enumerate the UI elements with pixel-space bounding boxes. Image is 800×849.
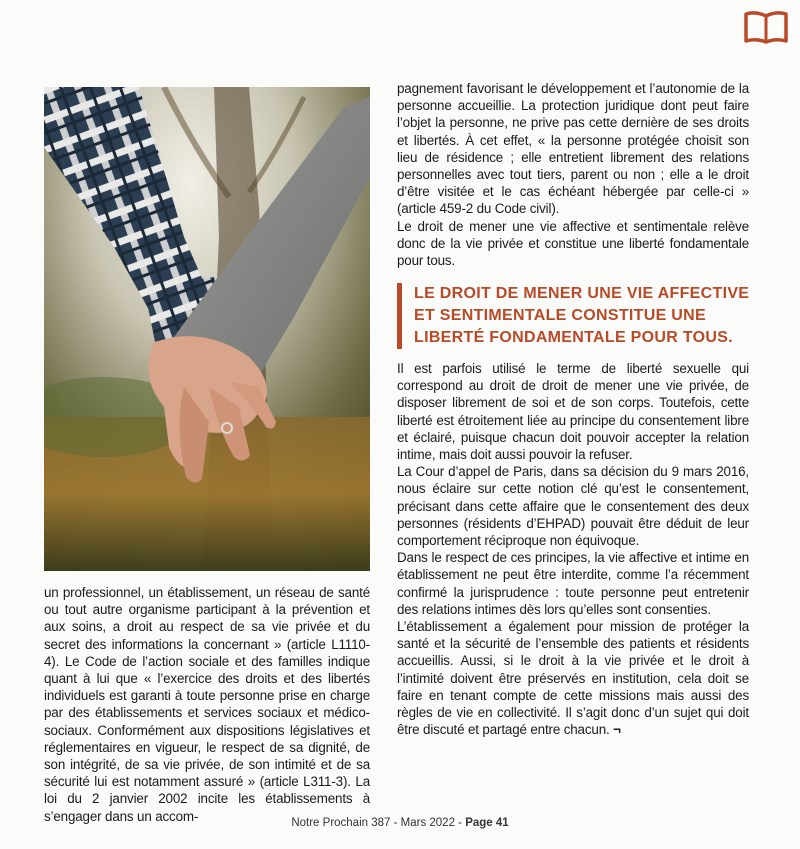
right-top-paragraph-1: pagnement favorisant le développement et l’autonomie de la personne accueillie. La protection juridique dont peut faire l’objet la personne, ne prive pas cette dernière de ses droits et libertés. À cet effet, « la personne protégée choisit son lieu de résidence ; elle entretient librement des relations personnelles avec tout tiers, parent ou non ; elle a le droit d’être visitée et le cas échéant hébergée par celle-ci » (article 459-2 du Code civil).: [397, 81, 749, 217]
right-bottom-paragraph-4-text: L’établissement a également pour mission de protéger la santé et la sécurité de l’ensemble des patients et résidents accueillis. Aussi, si le droit à la vie privée et le droit à l’intimité doivent être préservés en institution, cela doit se faire en tenant compte de cette missions mais aussi des règles de vie en collectivité. Il s’agit donc d’un sujet qui doit être discuté et partagé entre chacun.: [397, 619, 749, 738]
left-column-paragraph: un professionnel, un établissement, un réseau de santé ou tout autre organisme participant à la prévention et aux soins, a droit au respect de sa vie privée et du secret des informations la concernant » (article L1110-4). Le Code de l’action sociale et des familles indique quant à lui que « l’exercice des droits et des libertés individuels est garanti à toute personne prise en charge par des établissements et services sociaux et médico-sociaux. Conformément aux dispositions législatives et réglementaires en vigueur, le respect de sa dignité, de son intégrité, de sa vie privée, de son intimité et de sa sécurité lui est notamment assuré » (article L311-3). La loi du 2 janvier 2002 incite les établissements à s’engager dans un accom-: [44, 585, 370, 824]
right-column-bottom: [397, 360, 749, 738]
footer-page-number: Page 41: [465, 817, 509, 829]
end-mark-icon: ¬: [613, 722, 621, 738]
book-icon: [743, 10, 789, 44]
right-bottom-paragraph-1: Il est parfois utilisé le terme de liberté sexuelle qui correspond au droit de droit de mener une vie privée, de disposer librement de soi et de son corps. Toutefois, cette liberté est étroitement liée au principe du consentement libre et éclairé, puisque chacun doit pouvoir accepter la relation intime, mais doit aussi pouvoir la refuser.: [397, 361, 749, 463]
left-column: [44, 584, 370, 825]
right-bottom-paragraph-4: [397, 618, 749, 738]
pull-quote: [397, 283, 774, 349]
right-column-top: [397, 80, 749, 269]
right-bottom-paragraph-2: La Cour d’appel de Paris, dans sa décision du 9 mars 2016, nous éclaire sur cette notion clé qu’est le consentement, précisant dans cette affaire que le consentement des deux personnes (résidents d’EHPAD) pouvait être déduit de leur comportement réciproque non équivoque.: [397, 464, 749, 549]
right-top-paragraph-2: Le droit de mener une vie affective et sentimentale relève donc de la vie privée et constitue une liberté fondamentale pour tous.: [397, 218, 749, 269]
holding-hands-photo: [44, 87, 370, 571]
page-footer: [0, 817, 800, 829]
footer-publication: Notre Prochain 387 - Mars 2022 -: [291, 817, 466, 829]
right-bottom-paragraph-3: Dans le respect de ces principes, la vie affective et intime en établissement ne peut être interdite, comme l’a récemment confirmé la jurisprudence : toute personne peut entretenir des relations intimes dès lors qu’elles sont consenties.: [397, 550, 749, 617]
pull-quote-text: LE DROIT DE MENER UNE VIE AFFECTIVE ET SENTIMENTALE CONSTITUE UNE LIBERTÉ FONDAMENTALE POUR TOUS.: [414, 285, 750, 346]
